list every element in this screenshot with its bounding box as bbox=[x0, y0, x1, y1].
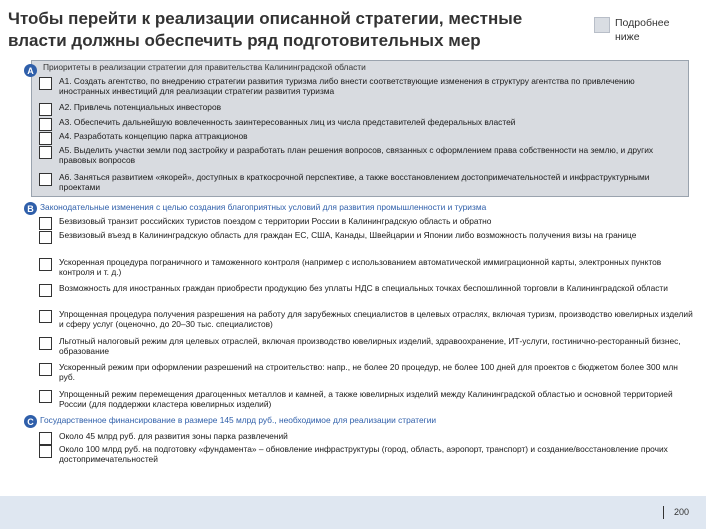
more-below-label: Подробнее ниже bbox=[615, 17, 670, 43]
list-item bbox=[39, 172, 687, 192]
item-text: Ускоренный режим при оформлении разрешений на строительство: напр., не более 20 процедур, не более 100 дней для проектов с бюджетом более 300 млн руб. bbox=[59, 362, 678, 382]
item-text: Безвизовый транзит российских туристов поездом с территории России в Калининградскую область и обратно bbox=[59, 216, 492, 226]
item-text: Безвизовый въезд в Калининградскую область для граждан ЕС, США, Канады, Швейцарии и Японии либо возможность получения визы на границе bbox=[59, 230, 637, 240]
checkbox[interactable] bbox=[39, 132, 52, 145]
list-item bbox=[39, 389, 694, 409]
legend-square-icon bbox=[594, 17, 610, 33]
item-text: Упрощенная процедура получения разрешения на работу для зарубежных специалистов в целевых отраслях, включая туризм, производство ювелирных изделий и сферу услуг (оценочно, до 20–30 тыс. специалистов) bbox=[59, 309, 693, 329]
item-text: Упрощенный режим перемещения драгоценных металлов и камней, а также ювелирных изделий между Калининградской областью и основной территорией России (для поддержки кластера ювелирных изделий) bbox=[59, 389, 673, 409]
checkbox[interactable] bbox=[39, 445, 52, 458]
list-item bbox=[39, 336, 694, 356]
item-text: А5. Выделить участки земли под застройку и разработать план решения вопросов, связанных с оформлением права собственности на землю, и других правовых вопросов bbox=[59, 145, 654, 165]
checkbox[interactable] bbox=[39, 173, 52, 186]
item-text: А6. Заняться развитием «якорей», доступных в краткосрочной перспективе, а также восстановлением достопримечательностей и инфраструктурными проектами bbox=[59, 172, 650, 192]
section-a-title: Приоритеты в реализации стратегии для правительства Калининградской области bbox=[43, 62, 366, 72]
list-item bbox=[39, 257, 694, 277]
checkbox[interactable] bbox=[39, 77, 52, 90]
checkbox[interactable] bbox=[39, 390, 52, 403]
checkbox[interactable] bbox=[39, 103, 52, 116]
item-text: А2. Привлечь потенциальных инвесторов bbox=[59, 102, 222, 112]
list-item bbox=[39, 444, 694, 464]
section-a-badge: A bbox=[24, 64, 37, 77]
item-text: Льготный налоговый режим для целевых отраслей, включая производство ювелирных изделий, здравоохранение, ИТ-услуги, гостинично-ресторанный бизнес, образование bbox=[59, 336, 681, 356]
section-c-title: Государственное финансирование в размере 145 млрд руб., необходимое для реализации стратегии bbox=[40, 415, 437, 425]
section-b-title: Законодательные изменения с целью создания благоприятных условий для развития промышленности и туризма bbox=[40, 202, 487, 212]
section-c-badge: C bbox=[24, 415, 37, 428]
checkbox[interactable] bbox=[39, 337, 52, 350]
checkbox[interactable] bbox=[39, 146, 52, 159]
list-item bbox=[39, 431, 694, 445]
list-item bbox=[39, 216, 694, 230]
item-text: А4. Разработать концепцию парка аттракционов bbox=[59, 131, 248, 141]
checkbox[interactable] bbox=[39, 217, 52, 230]
list-item bbox=[39, 145, 687, 165]
item-text: А3. Обеспечить дальнейшую вовлеченность заинтересованных лиц из числа представителей федеральных властей bbox=[59, 117, 516, 127]
checkbox[interactable] bbox=[39, 118, 52, 131]
checkbox[interactable] bbox=[39, 310, 52, 323]
page-number: 200 bbox=[674, 507, 690, 517]
list-item bbox=[39, 362, 694, 382]
checkbox[interactable] bbox=[39, 258, 52, 271]
checkbox[interactable] bbox=[39, 231, 52, 244]
checkbox[interactable] bbox=[39, 284, 52, 297]
footer-bar bbox=[0, 496, 706, 529]
item-text: А1. Создать агентство, по внедрению стратегии развития туризма либо внести соответствующие изменения в структуру агентства по привлечению иностранных инвестиций для реализации стратегии развития туризма bbox=[59, 76, 635, 96]
list-item bbox=[39, 76, 687, 96]
list-item bbox=[39, 230, 694, 244]
item-text: Ускоренная процедура пограничного и таможенного контроля (например с использованием автоматической иммиграционной карты, электронных пунктов контроля и т. д.) bbox=[59, 257, 662, 277]
list-item bbox=[39, 131, 687, 145]
list-item bbox=[39, 117, 687, 131]
list-item bbox=[39, 309, 694, 329]
item-text: Около 100 млрд руб. на подготовку «фундамента» – обновление инфраструктуры (город, область, аэропорт, транспорт) и создание/восстановление прочих достопримечательностей bbox=[59, 444, 668, 464]
item-text: Около 45 млрд руб. для развития зоны парка развлечений bbox=[59, 431, 288, 441]
page-title: Чтобы перейти к реализации описанной стратегии, местные власти должны обеспечить ряд подготовительных мер bbox=[8, 9, 523, 50]
item-text: Возможность для иностранных граждан приобрести продукцию без уплаты НДС в специальных точках беспошлинной торговли в Калининградской области bbox=[59, 283, 668, 293]
list-item bbox=[39, 283, 694, 297]
section-b-badge: B bbox=[24, 202, 37, 215]
page-number-divider bbox=[663, 506, 664, 519]
more-below-legend bbox=[594, 16, 670, 44]
checkbox[interactable] bbox=[39, 363, 52, 376]
list-item bbox=[39, 102, 687, 116]
